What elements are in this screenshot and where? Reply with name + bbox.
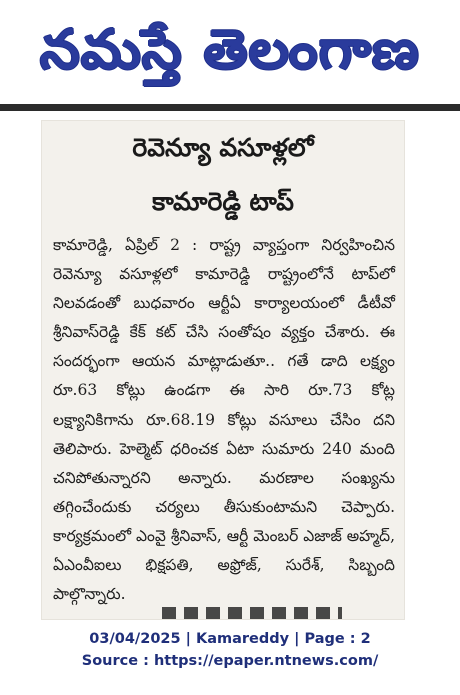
footer-source: Source : https://epaper.ntnews.com/ — [81, 653, 379, 669]
article-body: కామారెడ్డి, ఏప్రిల్ 2 : రాష్ట్ర వ్యాప్తంగా నిర్వహించిన రెవెన్యూ వసూళ్లలో కామారెడ్డి రాష్ట్రంలోనే టాప్‌లో నిలవడంతో బుధవారం ఆర్టీఏ కార్యాలయంలో డీటీవో శ్రీనివాస్‌రెడ్డి కేక్ కట్ చేసి సంతోషం వ్యక్తం చేశారు. ఈ సందర్భంగా ఆయన మాట్లాడుతూ.. గతే డాది లక్ష్యం రూ.63 కోట్లు ఉండగా ఈ సారి రూ.73 కోట్ల లక్ష్యానికిగాను రూ.68.19 కోట్లు వసూలు చేసిం దని తెలిపారు. హెల్మెట్ ధరించక ఏటా సుమారు 240 మంది చనిపోతున్నారని అన్నారు. మరణాల సంఖ్యను తగ్గించేందుకు చర్యలు తీసుకుంటామని చెప్పారు. కార్యక్రమంలో ఎంవై శ్రీనివాస్, ఆర్టీ మెంబర్ ఎజాజ్ అహ్మద్, ఏఎంవీఐలు భిక్షపతి, అఫ్రోజ్, సురేశ్, సిబ్బంది పాల్గొన్నారు. — [53, 236, 395, 604]
masthead-divider — [0, 104, 460, 111]
footer-date-edition-page: 03/04/2025 | Kamareddy | Page : 2 — [89, 631, 371, 647]
article-headline-line1: రెవెన్యూ వసూళ్లలో — [132, 133, 314, 162]
newspaper-logo: నమస్తే తెలంగాణ — [40, 18, 420, 81]
masthead — [0, 0, 460, 100]
article-headline-line2: కామారెడ్డి టాప్ — [152, 187, 294, 216]
cropped-next-headline — [162, 607, 342, 619]
article-clipping — [42, 121, 404, 619]
clipping-footer — [0, 628, 460, 672]
